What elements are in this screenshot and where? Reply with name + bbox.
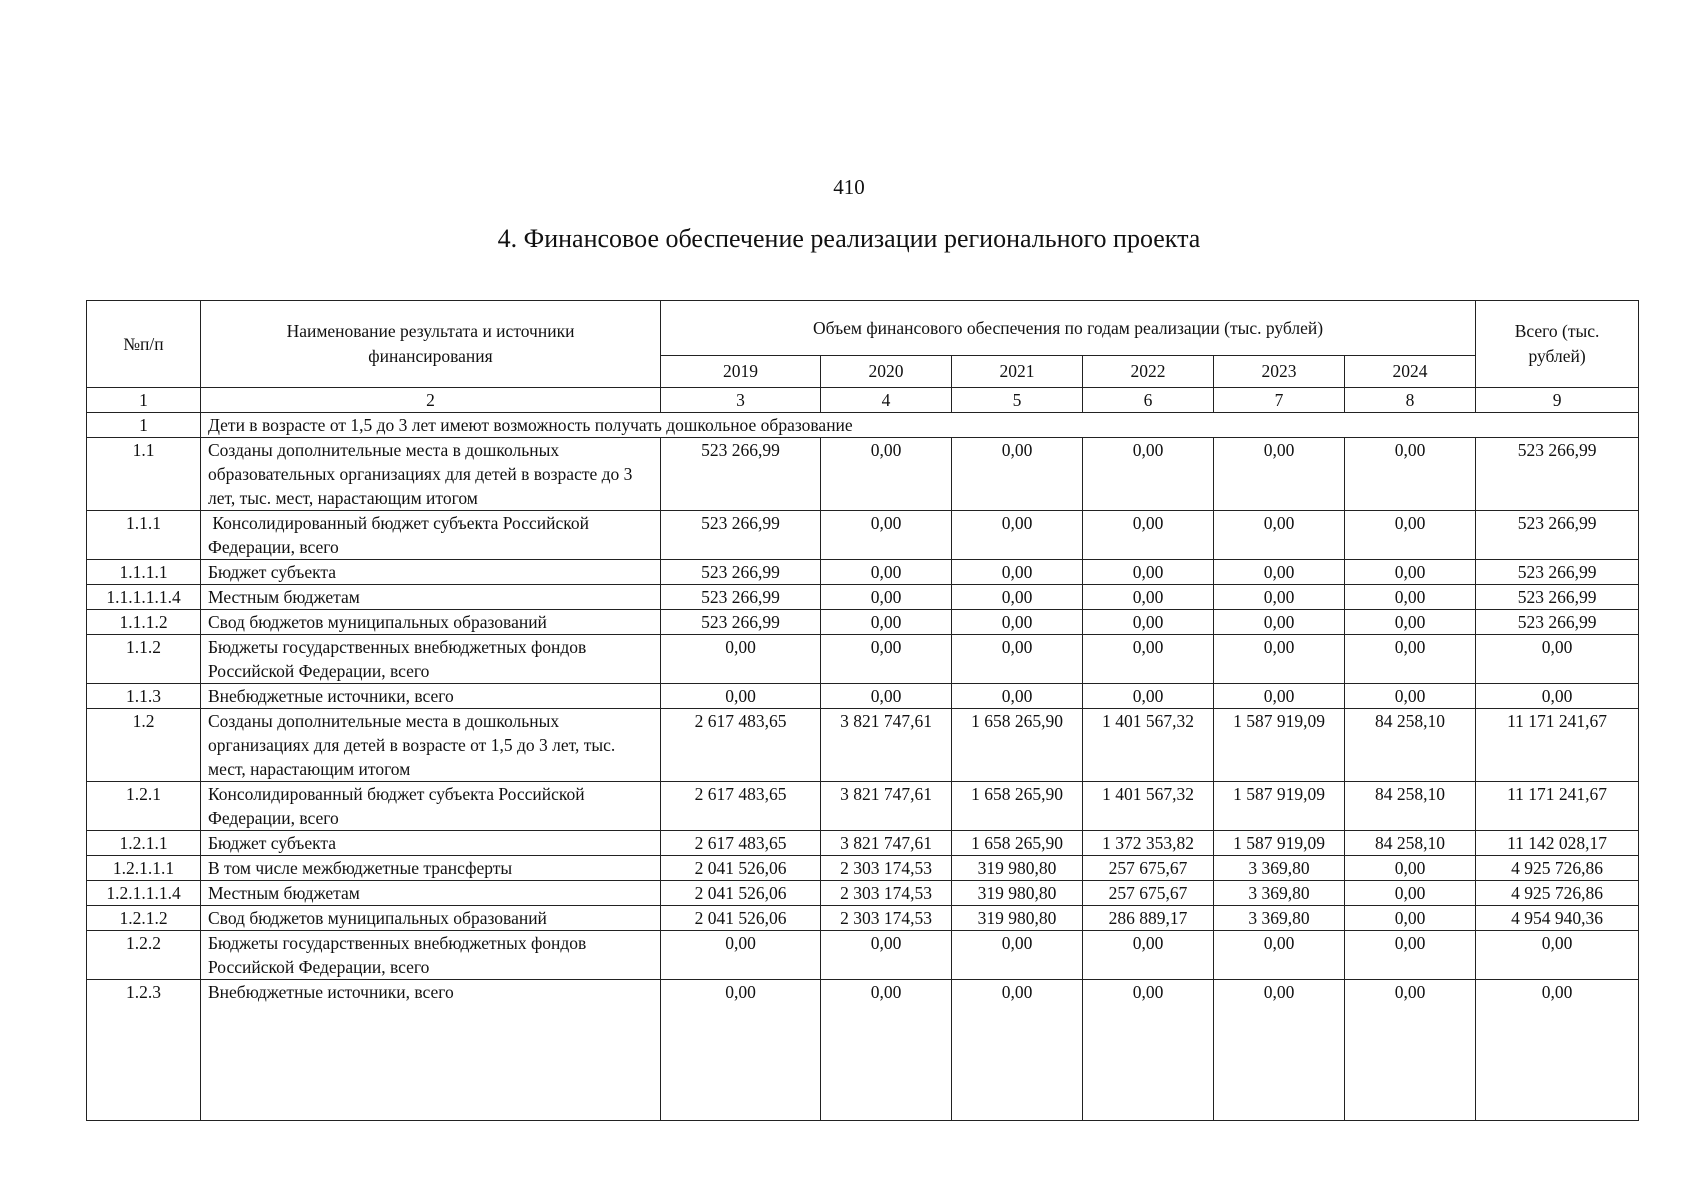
row-number: 1.1.3 (87, 684, 201, 709)
year-value-cell: 0,00 (952, 610, 1083, 635)
year-value-cell: 2 617 483,65 (661, 782, 821, 831)
row-name: Созданы дополнительные места в дошкольных образовательных организациях для детей в возрасте до 3 лет, тыс. мест, нарастающим итогом (201, 438, 661, 511)
year-value-cell: 3 821 747,61 (821, 782, 952, 831)
year-value-cell: 1 658 265,90 (952, 831, 1083, 856)
year-value-cell: 0,00 (661, 980, 821, 1121)
year-value-cell: 0,00 (1345, 438, 1476, 511)
year-value-cell: 0,00 (1083, 610, 1214, 635)
table-row (87, 980, 1639, 1121)
total-value-cell: 0,00 (1476, 980, 1639, 1121)
year-value-cell: 0,00 (1214, 635, 1345, 684)
row-number: 1.2.2 (87, 931, 201, 980)
row-name: Свод бюджетов муниципальных образований (201, 610, 661, 635)
row-number: 1.2.1.1.1 (87, 856, 201, 881)
year-value-cell: 0,00 (661, 635, 821, 684)
year-value-cell: 0,00 (1083, 511, 1214, 560)
year-value-cell: 0,00 (1083, 438, 1214, 511)
year-value-cell: 1 587 919,09 (1214, 782, 1345, 831)
total-value-cell: 0,00 (1476, 684, 1639, 709)
table-row (87, 610, 1639, 635)
table-row (87, 585, 1639, 610)
column-number: 5 (952, 388, 1083, 413)
header-year: 2022 (1083, 356, 1214, 388)
total-value-cell: 4 925 726,86 (1476, 856, 1639, 881)
table-row (87, 831, 1639, 856)
column-number: 1 (87, 388, 201, 413)
header-year: 2024 (1345, 356, 1476, 388)
year-value-cell: 523 266,99 (661, 610, 821, 635)
year-value-cell: 3 369,80 (1214, 906, 1345, 931)
header-year: 2023 (1214, 356, 1345, 388)
column-number: 3 (661, 388, 821, 413)
header-num: №п/п (87, 301, 201, 388)
year-value-cell: 286 889,17 (1083, 906, 1214, 931)
year-value-cell: 2 303 174,53 (821, 906, 952, 931)
table-row (87, 560, 1639, 585)
year-value-cell: 1 401 567,32 (1083, 782, 1214, 831)
row-number: 1.1.1.2 (87, 610, 201, 635)
total-value-cell: 4 954 940,36 (1476, 906, 1639, 931)
year-value-cell: 319 980,80 (952, 856, 1083, 881)
row-name: Бюджеты государственных внебюджетных фондов Российской Федерации, всего (201, 931, 661, 980)
year-value-cell: 2 303 174,53 (821, 881, 952, 906)
year-value-cell: 0,00 (821, 560, 952, 585)
year-value-cell: 2 041 526,06 (661, 906, 821, 931)
year-value-cell: 0,00 (821, 610, 952, 635)
column-number: 8 (1345, 388, 1476, 413)
table-row (87, 684, 1639, 709)
header-year: 2021 (952, 356, 1083, 388)
year-value-cell: 0,00 (1083, 560, 1214, 585)
total-value-cell: 11 171 241,67 (1476, 709, 1639, 782)
total-value-cell: 4 925 726,86 (1476, 881, 1639, 906)
year-value-cell: 0,00 (1345, 980, 1476, 1121)
section-number: 1 (87, 413, 201, 438)
year-value-cell: 0,00 (1345, 856, 1476, 881)
row-name: Созданы дополнительные места в дошкольных организациях для детей в возрасте от 1,5 до 3 лет, тыс. мест, нарастающим итогом (201, 709, 661, 782)
year-value-cell: 0,00 (952, 511, 1083, 560)
year-value-cell: 1 372 353,82 (1083, 831, 1214, 856)
table-row (87, 782, 1639, 831)
total-value-cell: 0,00 (1476, 931, 1639, 980)
year-value-cell: 0,00 (1083, 684, 1214, 709)
table-row (87, 881, 1639, 906)
row-number: 1.2 (87, 709, 201, 782)
header-year: 2020 (821, 356, 952, 388)
table-row (87, 856, 1639, 881)
year-value-cell: 0,00 (1214, 511, 1345, 560)
year-value-cell: 1 658 265,90 (952, 709, 1083, 782)
table-row (87, 931, 1639, 980)
year-value-cell: 0,00 (1214, 585, 1345, 610)
year-value-cell: 0,00 (821, 980, 952, 1121)
total-value-cell: 523 266,99 (1476, 610, 1639, 635)
year-value-cell: 1 587 919,09 (1214, 709, 1345, 782)
year-value-cell: 2 041 526,06 (661, 881, 821, 906)
year-value-cell: 523 266,99 (661, 560, 821, 585)
table-row (87, 906, 1639, 931)
row-number: 1.1.1 (87, 511, 201, 560)
year-value-cell: 0,00 (1345, 560, 1476, 585)
page-number: 410 (833, 175, 865, 199)
year-value-cell: 523 266,99 (661, 585, 821, 610)
year-value-cell: 0,00 (952, 560, 1083, 585)
year-value-cell: 523 266,99 (661, 511, 821, 560)
column-number: 9 (1476, 388, 1639, 413)
row-name: Свод бюджетов муниципальных образований (201, 906, 661, 931)
year-value-cell: 1 401 567,32 (1083, 709, 1214, 782)
year-value-cell: 3 369,80 (1214, 881, 1345, 906)
year-value-cell: 523 266,99 (661, 438, 821, 511)
section-row (87, 413, 1639, 438)
total-value-cell: 523 266,99 (1476, 511, 1639, 560)
total-value-cell: 523 266,99 (1476, 438, 1639, 511)
year-value-cell: 0,00 (821, 438, 952, 511)
year-value-cell: 0,00 (1214, 610, 1345, 635)
year-value-cell: 0,00 (1345, 511, 1476, 560)
year-value-cell: 0,00 (661, 931, 821, 980)
row-name: Местным бюджетам (201, 585, 661, 610)
year-value-cell: 3 821 747,61 (821, 709, 952, 782)
year-value-cell: 0,00 (1345, 684, 1476, 709)
year-value-cell: 1 658 265,90 (952, 782, 1083, 831)
year-value-cell: 319 980,80 (952, 881, 1083, 906)
header-volume: Объем финансового обеспечения по годам реализации (тыс. рублей) (661, 301, 1476, 356)
year-value-cell: 0,00 (1214, 980, 1345, 1121)
row-number: 1.1.1.1 (87, 560, 201, 585)
total-value-cell: 523 266,99 (1476, 560, 1639, 585)
row-name: Бюджеты государственных внебюджетных фондов Российской Федерации, всего (201, 635, 661, 684)
year-value-cell: 0,00 (821, 931, 952, 980)
year-value-cell: 0,00 (821, 684, 952, 709)
finance-table (86, 300, 1639, 1121)
year-value-cell: 2 617 483,65 (661, 831, 821, 856)
year-value-cell: 0,00 (952, 684, 1083, 709)
row-number: 1.2.1.2 (87, 906, 201, 931)
year-value-cell: 0,00 (1214, 438, 1345, 511)
total-value-cell: 11 171 241,67 (1476, 782, 1639, 831)
row-name: Консолидированный бюджет субъекта Российской Федерации, всего (201, 782, 661, 831)
year-value-cell: 0,00 (1345, 931, 1476, 980)
year-value-cell: 257 675,67 (1083, 856, 1214, 881)
year-value-cell: 3 369,80 (1214, 856, 1345, 881)
year-value-cell: 2 303 174,53 (821, 856, 952, 881)
table-row (87, 511, 1639, 560)
year-value-cell: 0,00 (821, 511, 952, 560)
row-name: Местным бюджетам (201, 881, 661, 906)
row-name: В том числе межбюджетные трансферты (201, 856, 661, 881)
year-value-cell: 319 980,80 (952, 906, 1083, 931)
year-value-cell: 0,00 (1083, 635, 1214, 684)
total-value-cell: 523 266,99 (1476, 585, 1639, 610)
year-value-cell: 0,00 (821, 635, 952, 684)
year-value-cell: 84 258,10 (1345, 831, 1476, 856)
year-value-cell: 0,00 (1214, 931, 1345, 980)
year-value-cell: 0,00 (1345, 881, 1476, 906)
header-year: 2019 (661, 356, 821, 388)
year-value-cell: 3 821 747,61 (821, 831, 952, 856)
row-number: 1.1.2 (87, 635, 201, 684)
year-value-cell: 0,00 (1345, 610, 1476, 635)
total-value-cell: 11 142 028,17 (1476, 831, 1639, 856)
row-name: Бюджет субъекта (201, 831, 661, 856)
year-value-cell: 0,00 (1214, 560, 1345, 585)
table-row (87, 438, 1639, 511)
row-name: Внебюджетные источники, всего (201, 980, 661, 1121)
year-value-cell: 0,00 (1083, 585, 1214, 610)
row-number: 1.1 (87, 438, 201, 511)
row-name: Внебюджетные источники, всего (201, 684, 661, 709)
year-value-cell: 0,00 (952, 931, 1083, 980)
column-number: 4 (821, 388, 952, 413)
year-value-cell: 84 258,10 (1345, 782, 1476, 831)
year-value-cell: 0,00 (952, 635, 1083, 684)
column-number: 6 (1083, 388, 1214, 413)
year-value-cell: 0,00 (821, 585, 952, 610)
section-title: 4. Финансовое обеспечение реализации регионального проекта (497, 224, 1201, 253)
header-total: Всего (тыс. рублей) (1476, 301, 1639, 388)
column-number: 2 (201, 388, 661, 413)
row-number: 1.2.1 (87, 782, 201, 831)
year-value-cell: 0,00 (952, 980, 1083, 1121)
year-value-cell: 0,00 (1214, 684, 1345, 709)
year-value-cell: 0,00 (1345, 585, 1476, 610)
year-value-cell: 0,00 (952, 438, 1083, 511)
year-value-cell: 2 617 483,65 (661, 709, 821, 782)
year-value-cell: 0,00 (1083, 980, 1214, 1121)
column-number: 7 (1214, 388, 1345, 413)
section-description: Дети в возрасте от 1,5 до 3 лет имеют возможность получать дошкольное образование (201, 413, 1639, 438)
row-number: 1.2.3 (87, 980, 201, 1121)
row-name: Бюджет субъекта (201, 560, 661, 585)
year-value-cell: 2 041 526,06 (661, 856, 821, 881)
table-body (87, 388, 1639, 1121)
year-value-cell: 0,00 (952, 585, 1083, 610)
column-numbers-row (87, 388, 1639, 413)
row-number: 1.1.1.1.1.4 (87, 585, 201, 610)
row-number: 1.2.1.1.1.4 (87, 881, 201, 906)
year-value-cell: 84 258,10 (1345, 709, 1476, 782)
header-name: Наименование результата и источники финансирования (201, 301, 661, 388)
year-value-cell: 0,00 (661, 684, 821, 709)
year-value-cell: 257 675,67 (1083, 881, 1214, 906)
table-row (87, 709, 1639, 782)
total-value-cell: 0,00 (1476, 635, 1639, 684)
row-number: 1.2.1.1 (87, 831, 201, 856)
row-name: Консолидированный бюджет субъекта Российской Федерации, всего (201, 511, 661, 560)
year-value-cell: 0,00 (1083, 931, 1214, 980)
year-value-cell: 0,00 (1345, 906, 1476, 931)
year-value-cell: 0,00 (1345, 635, 1476, 684)
year-value-cell: 1 587 919,09 (1214, 831, 1345, 856)
table-row (87, 635, 1639, 684)
